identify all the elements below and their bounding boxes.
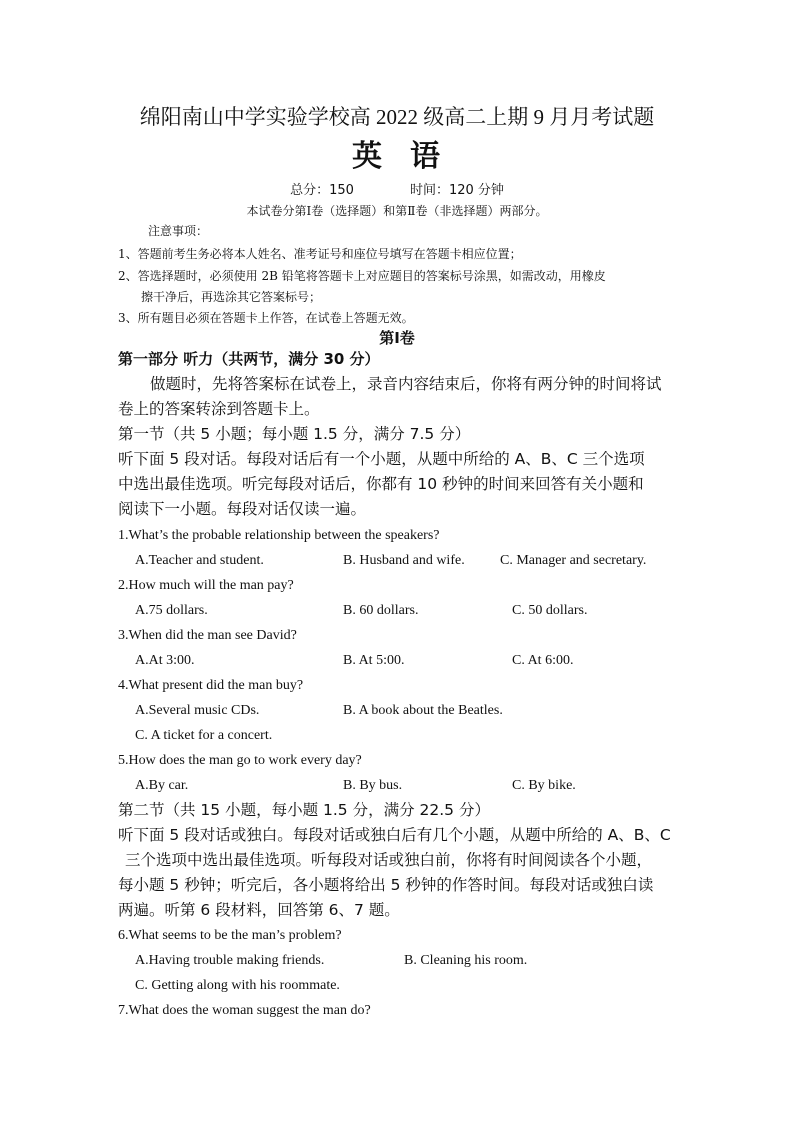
notice-title: 注意事项： (148, 224, 209, 238)
option-c: C. Manager and secretary. (500, 553, 647, 568)
question-3: 3.When did the man see David? (118, 628, 297, 643)
question-7: 7.What does the woman suggest the man do? (118, 1003, 371, 1018)
section2-instruction: 听下面 5 段对话或独白。每段对话或独白后有几个小题，从题中所给的 A、B、C (118, 826, 671, 844)
option-a: A.Several music CDs. (135, 703, 260, 718)
option-b: B. At 5:00. (343, 653, 405, 668)
subject-char-1: 英 (352, 140, 384, 173)
total-score: 总分：150 (290, 183, 354, 198)
option-a: A.Teacher and student. (135, 553, 264, 568)
notice-item: 2、答选择题时，必须使用 2B 铅笔将答题卡上对应题目的答案标号涂黑，如需改动，用橡皮 (118, 269, 606, 283)
option-c: C. A ticket for a concert. (135, 728, 273, 743)
part1-intro: 做题时，先将答案标在试卷上，录音内容结束后，你将有两分钟的时间将试 (150, 375, 662, 393)
section2-heading: 第二节（共 15 小题，每小题 1.5 分，满分 22.5 分） (118, 801, 490, 819)
section1-instruction: 听下面 5 段对话。每段对话后有一个小题，从题中所给的 A、B、C 三个选项 (118, 450, 645, 468)
option-c: C. By bike. (512, 778, 576, 793)
notice-item: 擦干净后，再选涂其它答案标号； (141, 290, 322, 304)
exam-meta (0, 184, 794, 197)
composition-note: 本试卷分第Ⅰ卷（选择题）和第Ⅱ卷（非选择题）两部分。 (246, 204, 548, 218)
subject-title (0, 142, 794, 172)
part1-intro: 卷上的答案转涂到答题卡上。 (118, 400, 320, 418)
option-a: A.At 3:00. (135, 653, 195, 668)
option-c: C. At 6:00. (512, 653, 574, 668)
section2-instruction: 三个选项中选出最佳选项。听每段对话或独白前，你将有时间阅读各个小题， (125, 851, 653, 869)
section2-instruction: 两遍。听第 6 段材料，回答第 6、7 题。 (118, 901, 400, 919)
volume-heading: 第Ⅰ卷 (379, 329, 415, 347)
question-4: 4.What present did the man buy? (118, 678, 304, 693)
option-a: A.75 dollars. (135, 603, 208, 618)
option-b: B. 60 dollars. (343, 603, 419, 618)
notice-item: 1、答题前考生务必将本人姓名、准考证号和座位号填写在答题卡相应位置； (118, 247, 522, 261)
option-a: A.By car. (135, 778, 189, 793)
section2-instruction: 每小题 5 秒钟；听完后，各小题将给出 5 秒钟的作答时间。每段对话或独白读 (118, 876, 654, 894)
question-2: 2.How much will the man pay? (118, 578, 294, 593)
option-c: C. 50 dollars. (512, 603, 588, 618)
option-b: B. Cleaning his room. (404, 953, 528, 968)
option-b: B. Husband and wife. (343, 553, 465, 568)
section1-instruction: 阅读下一小题。每段对话仅读一遍。 (118, 500, 367, 518)
option-c: C. Getting along with his roommate. (135, 978, 340, 993)
part1-heading: 第一部分 听力（共两节，满分 30 分） (118, 350, 380, 368)
option-b: B. A book about the Beatles. (343, 703, 503, 718)
exam-title: 绵阳南山中学实验学校高 2022 级高二上期 9 月月考试题 (139, 105, 655, 129)
exam-time: 时间：120 分钟 (409, 183, 504, 198)
notice-item: 3、所有题目必须在答题卡上作答，在试卷上答题无效。 (118, 311, 414, 325)
section1-instruction: 中选出最佳选项。听完每段对话后，你都有 10 秒钟的时间来回答有关小题和 (118, 475, 644, 493)
question-5: 5.How does the man go to work every day? (118, 753, 362, 768)
section1-heading: 第一节（共 5 小题；每小题 1.5 分，满分 7.5 分） (118, 425, 471, 443)
option-b: B. By bus. (343, 778, 403, 793)
question-1: 1.What’s the probable relationship between the speakers? (118, 528, 440, 543)
subject-char-2: 语 (410, 140, 442, 173)
option-a: A.Having trouble making friends. (135, 953, 325, 968)
question-6: 6.What seems to be the man’s problem? (118, 928, 342, 943)
